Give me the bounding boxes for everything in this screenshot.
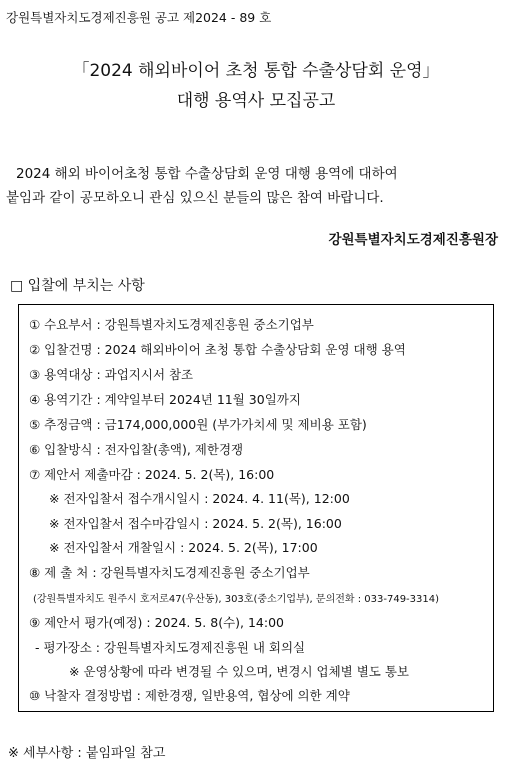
notice-number: 강원특별자치도경제진흥원 공고 제2024 - 89 호 [6,10,272,25]
item-submission-deadline: ⑦ 제안서 제출마감 : 2024. 5. 2(목), 16:00 [29,467,275,482]
item-submission-place: ⑧ 제 출 처 : 강원특별자치도경제진흥원 중소기업부 [29,565,310,580]
item-service-target: ③ 용역대상 : 과업지시서 참조 [29,367,194,382]
item-change-note: ※ 운영상황에 따라 변경될 수 있으며, 변경시 업체별 별도 통보 [69,664,410,679]
item-estimated-amount: ⑤ 추정금액 : 금174,000,000원 (부가가치세 및 제비용 포함) [29,417,367,432]
item-bid-method: ⑥ 입찰방식 : 전자입찰(총액), 제한경쟁 [29,442,244,457]
item-ebid-close: ※ 전자입찰서 접수마감일시 : 2024. 5. 2(목), 16:00 [49,516,342,531]
title-line-2: 대행 용역사 모집공고 [176,91,336,111]
item-evaluation-place: - 평가장소 : 강원특별자치도경제진흥원 내 회의실 [35,640,306,655]
item-service-period: ④ 용역기간 : 계약일부터 2024년 11월 30일까지 [29,392,301,407]
bid-details-box [18,304,494,712]
intro-line-1: 2024 해외 바이어초청 통합 수출상담회 운영 대행 용역에 대하여 [16,166,398,182]
item-award-method: ⑩ 낙찰자 결정방법 : 제한경쟁, 일반용역, 협상에 의한 계약 [29,688,350,703]
section-heading: □ 입찰에 부치는 사항 [10,278,145,294]
item-evaluation-date: ⑨ 제안서 평가(예정) : 2024. 5. 8(수), 14:00 [29,615,284,630]
item-bid-title: ② 입찰건명 : 2024 해외바이어 초청 통합 수출상담회 운영 대행 용역 [29,342,406,357]
item-demand-dept: ① 수요부서 : 강원특별자치도경제진흥원 중소기업부 [29,317,314,332]
item-ebid-opening: ※ 전자입찰서 개찰일시 : 2024. 5. 2(목), 17:00 [49,540,318,555]
footer-note: ※ 세부사항 : 붙임파일 참고 [8,746,166,761]
title-line-1: 「2024 해외바이어 초청 통합 수출상담회 운영」 [72,61,440,81]
intro-line-2: 붙임과 같이 공모하오니 관심 있으신 분들의 많은 참여 바랍니다. [6,190,384,206]
item-ebid-open: ※ 전자입찰서 접수개시일시 : 2024. 4. 11(목), 12:00 [49,491,350,506]
item-address-contact: (강원특별자치도 원주시 호저로47(우산동), 303호(중소기업부), 문의전화 : 033-749-3314) [33,594,440,605]
signer: 강원특별자치도경제진흥원장 [328,232,498,248]
